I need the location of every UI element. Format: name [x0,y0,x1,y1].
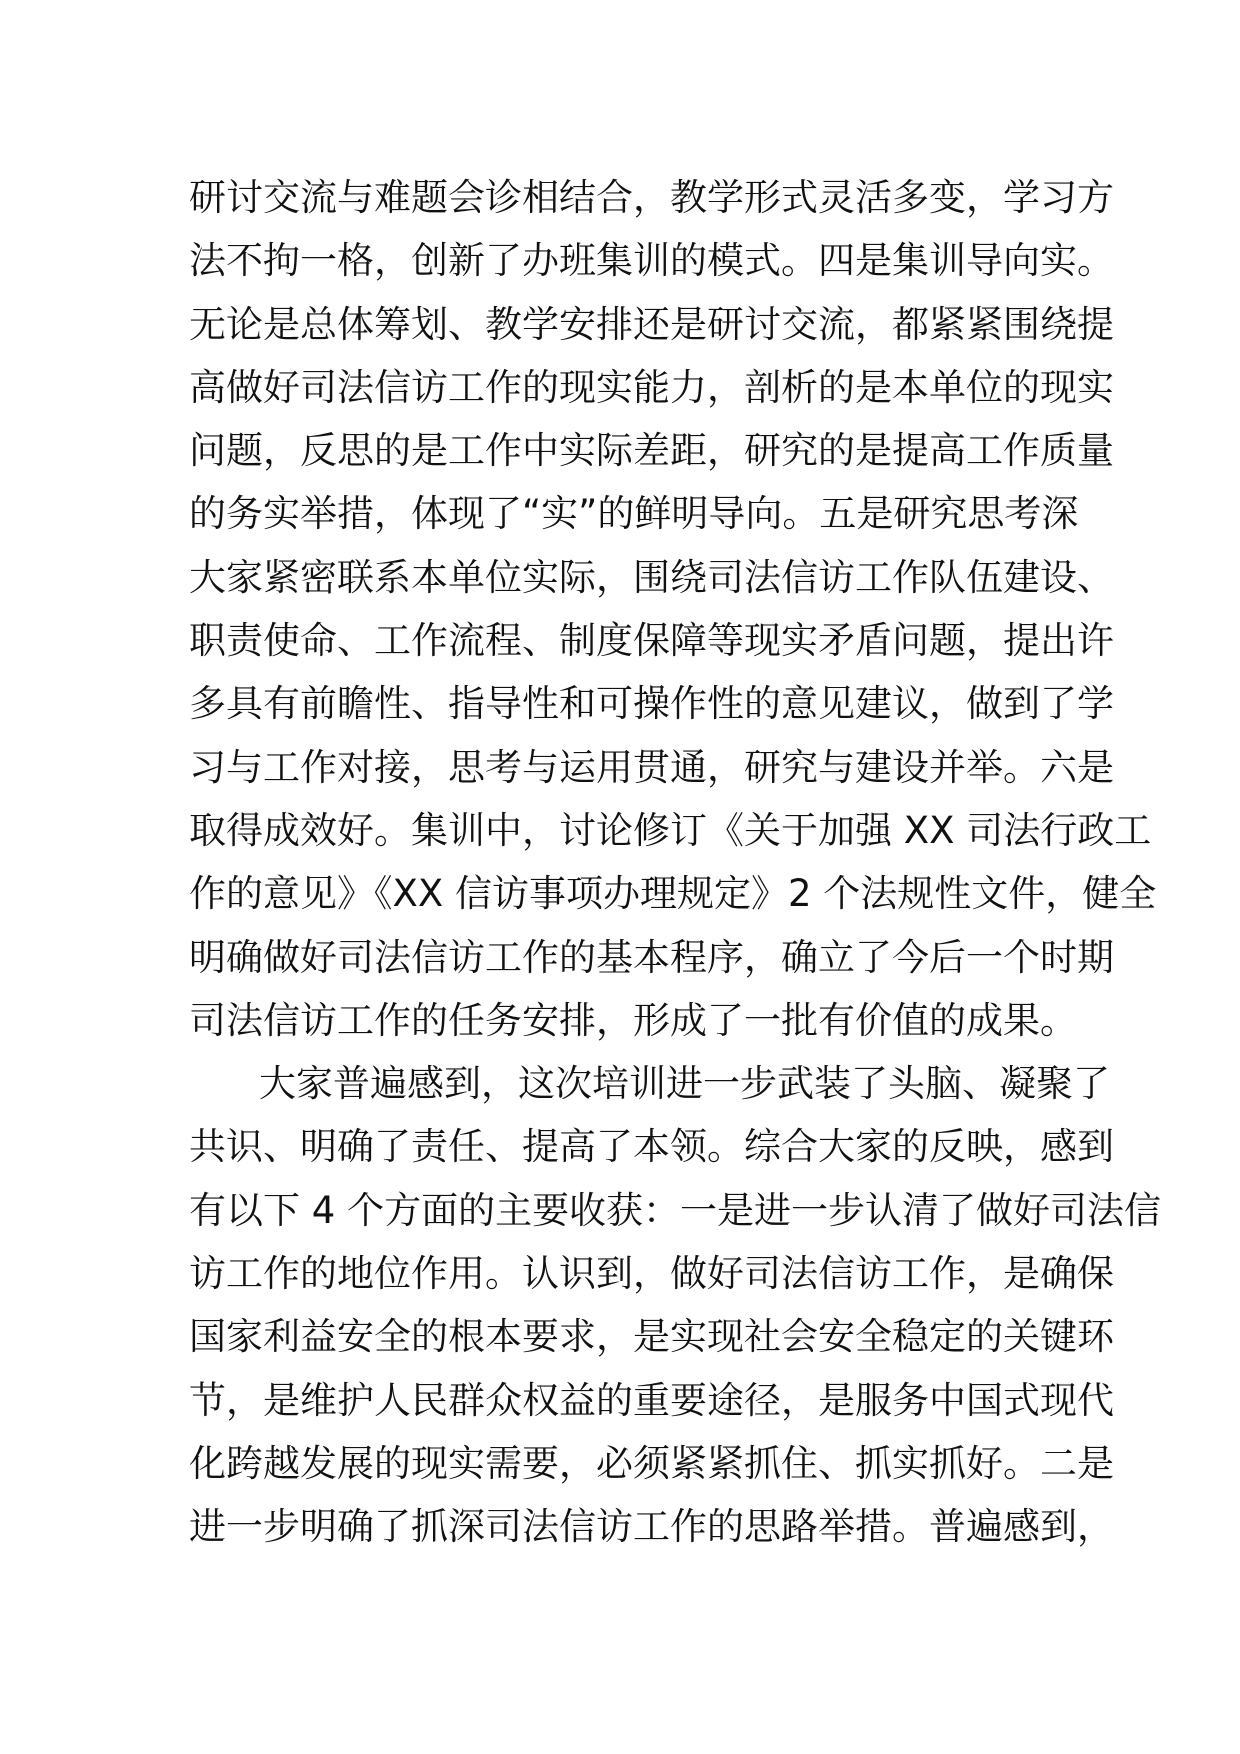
text-line: 习与工作对接，思考与运用贯通，研究与建设并举。六是 [189,745,1114,789]
text-line: 高做好司法信访工作的现实能力，剖析的是本单位的现实 [189,365,1114,409]
text-line: 的务实举措，体现了“实”的鲜明导向。五是研究思考深 [189,492,1079,536]
text-line: 国家利益安全的根本要求，是实现社会安全稳定的关键环 [189,1315,1114,1359]
text-line: 访工作的地位作用。认识到，做好司法信访工作，是确保 [189,1252,1114,1296]
text-line: 化跨越发展的现实需要，必须紧紧抓住、抓实抓好。二是 [189,1441,1114,1485]
text-line: 进一步明确了抓深司法信访工作的思路举措。普遍感到， [189,1505,1114,1549]
text-line: 问题，反思的是工作中实际差距，研究的是提高工作质量 [189,429,1114,473]
text-line: 无论是总体筹划、教学安排还是研讨交流，都紧紧围绕提 [189,302,1114,346]
text-line: 节，是维护人民群众权益的重要途径，是服务中国式现代 [189,1378,1114,1422]
text-line: 明确做好司法信访工作的基本程序，确立了今后一个时期 [189,935,1114,979]
text-line: 研讨交流与难题会诊相结合，教学形式灵活多变，学习方 [189,176,1114,219]
text-line: 司法信访工作的任务安排，形成了一批有价值的成果。 [189,998,1077,1042]
paragraph-first-line: 大家普遍感到，这次培训进一步武装了头脑、凝聚了 [259,1062,1110,1106]
text-line: 作的意见》《XX 信访事项办理规定》2 个法规性文件，健全 [189,872,1157,916]
text-line: 多具有前瞻性、指导性和可操作性的意见建议，做到了学 [189,682,1114,726]
text-line: 大家紧密联系本单位实际，围绕司法信访工作队伍建设、 [189,555,1114,599]
text-line: 法不拘一格，创新了办班集训的模式。四是集训导向实。 [189,239,1114,283]
text-line: 共识、明确了责任、提高了本领。综合大家的反映，感到 [189,1125,1114,1169]
text-line: 职责使命、工作流程、制度保障等现实矛盾问题，提出许 [189,619,1114,663]
text-line: 取得成效好。集训中，讨论修订《关于加强 XX 司法行政工 [189,808,1152,852]
text-line: 有以下 4 个方面的主要收获：一是进一步认清了做好司法信 [189,1188,1162,1232]
body-text [189,166,1162,1559]
